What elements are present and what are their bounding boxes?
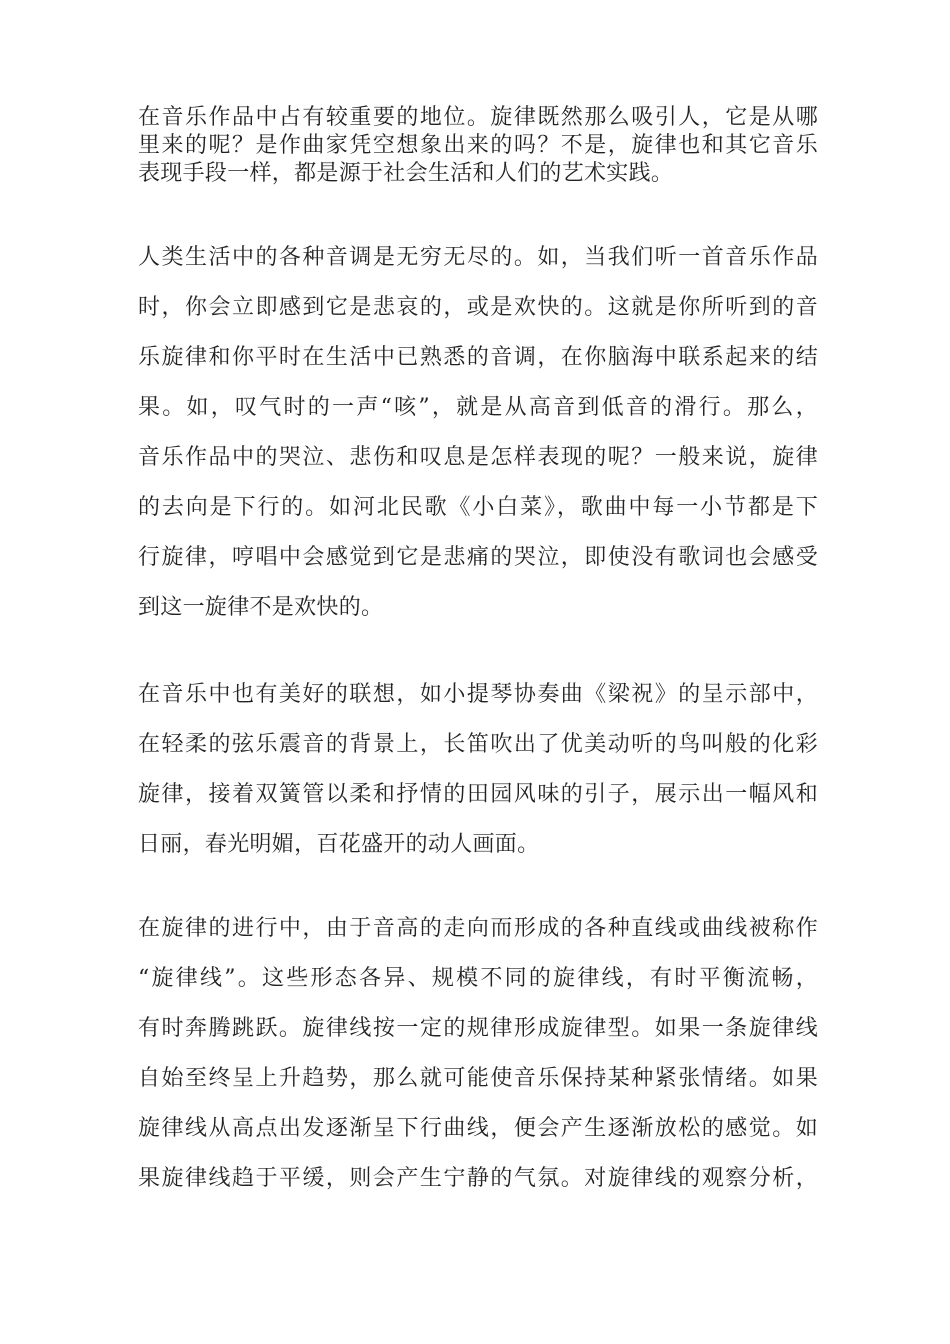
paragraph-line: 里来的呢？是作曲家凭空想象出来的吗？不是，旋律也和其它音乐: [138, 133, 818, 158]
paragraph-line: 旋律线从高点出发逐渐呈下行曲线，便会产生逐渐放松的感觉。如: [138, 1116, 818, 1141]
paragraph-line: 在音乐作品中占有较重要的地位。旋律既然那么吸引人，它是从哪: [138, 105, 818, 130]
paragraph-line: 时，你会立即感到它是悲哀的，或是欢快的。这就是你所听到的音: [138, 295, 818, 320]
paragraph-4: [138, 911, 818, 1211]
paragraph-line: 行旋律，哼唱中会感觉到它是悲痛的哭泣，即使没有歌词也会感受: [138, 545, 818, 570]
paragraph-line: 日丽，春光明媚，百花盛开的动人画面。: [138, 832, 540, 857]
paragraph-line: 有时奔腾跳跃。旋律线按一定的规律形成旋律型。如果一条旋律线: [138, 1016, 818, 1041]
paragraph-1: [138, 104, 818, 188]
paragraph-2: [138, 240, 818, 640]
paragraph-line: 在旋律的进行中，由于音高的走向而形成的各种直线或曲线被称作: [138, 916, 818, 941]
paragraph-line: 音乐作品中的哭泣、悲伤和叹息是怎样表现的呢？一般来说，旋律: [138, 445, 818, 470]
paragraph-line: 在音乐中也有美好的联想，如小提琴协奏曲《梁祝》的呈示部中，: [138, 682, 818, 707]
paragraph-line: 到这一旋律不是欢快的。: [138, 595, 384, 620]
paragraph-line: 旋律，接着双簧管以柔和抒情的田园风味的引子，展示出一幅风和: [138, 782, 818, 807]
paragraph-line: 自始至终呈上升趋势，那么就可能使音乐保持某种紧张情绪。如果: [138, 1066, 818, 1091]
paragraph-line: 果。如，叹气时的一声“咳”，就是从高音到低音的滑行。那么，: [138, 395, 818, 420]
paragraph-line: 的去向是下行的。如河北民歌《小白菜》，歌曲中每一小节都是下: [138, 495, 818, 520]
paragraph-line: “旋律线”。这些形态各异、规模不同的旋律线，有时平衡流畅，: [138, 966, 818, 991]
paragraph-line: 在轻柔的弦乐震音的背景上，长笛吹出了优美动听的鸟叫般的化彩: [138, 732, 818, 757]
paragraph-line: 表现手段一样，都是源于社会生活和人们的艺术实践。: [138, 161, 674, 186]
paragraph-line: 乐旋律和你平时在生活中已熟悉的音调，在你脑海中联系起来的结: [138, 345, 818, 370]
paragraph-line: 果旋律线趋于平缓，则会产生宁静的气氛。对旋律线的观察分析，: [138, 1166, 818, 1191]
paragraph-3: [138, 677, 818, 877]
paragraph-line: 人类生活中的各种音调是无穷无尽的。如，当我们听一首音乐作品: [138, 245, 818, 270]
